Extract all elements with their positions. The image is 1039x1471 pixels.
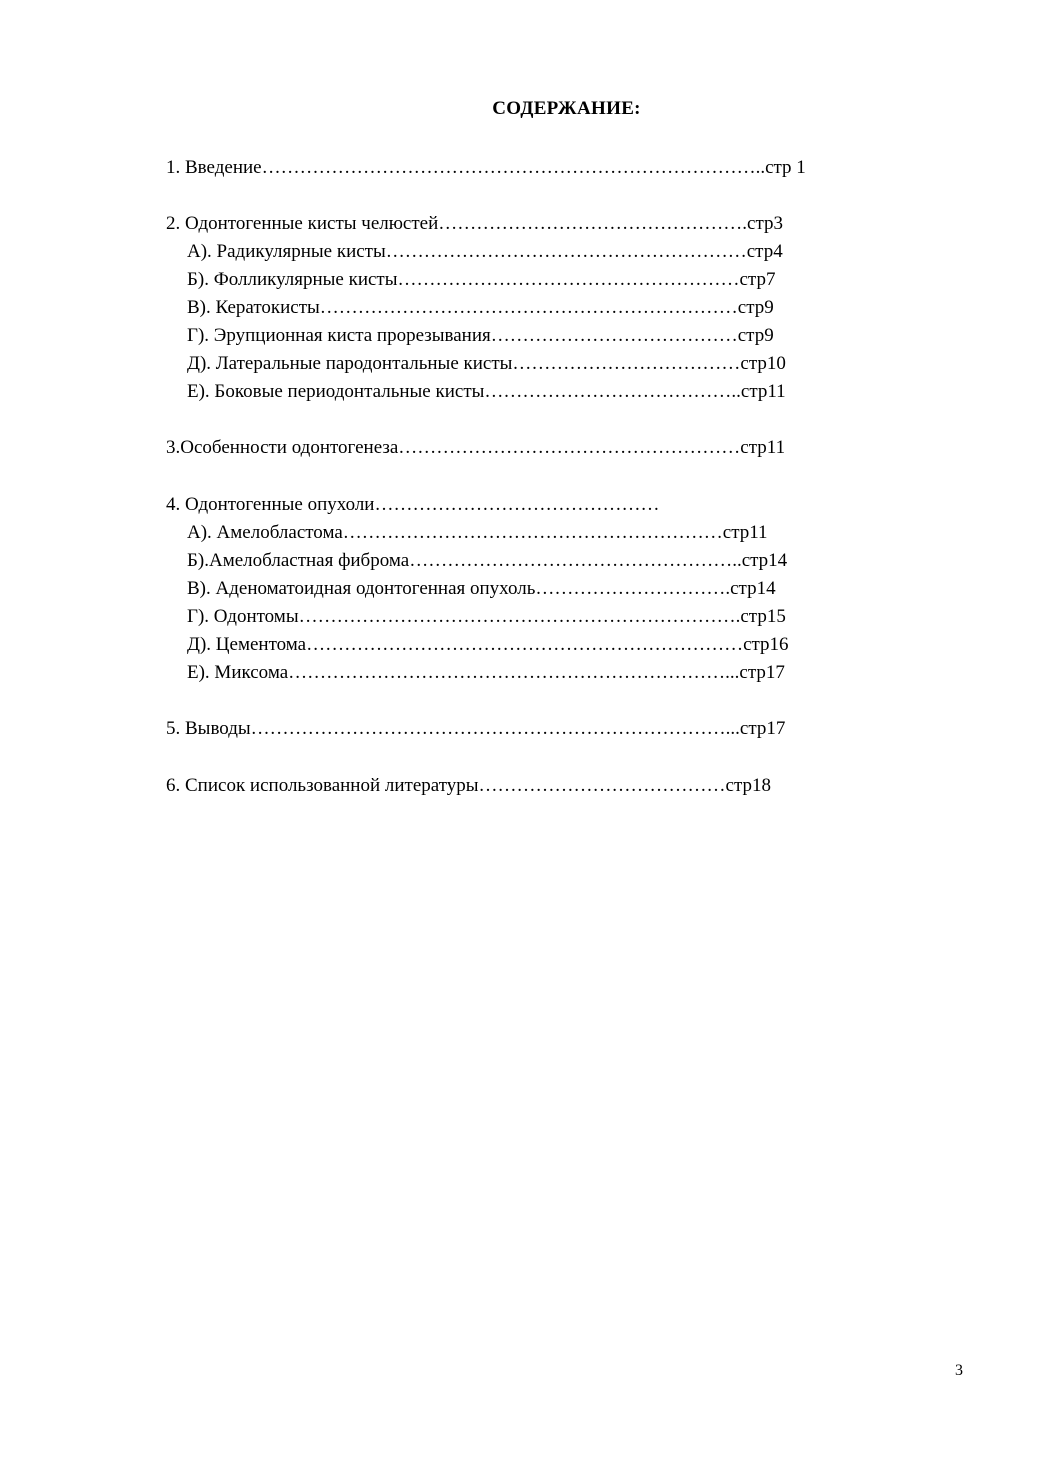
toc-item-introduction: 1. Введение……………………………………………………………………..стр 1	[166, 157, 806, 178]
toc-item-odontogenesis: 3.Особенности одонтогенеза………………………………………………стр11	[166, 437, 786, 458]
toc-subitem-follicular-cysts: Б). Фолликулярные кисты………………………………………………стр7	[187, 269, 776, 290]
toc-subitem-eruption-cyst: Г). Эрупционная киста прорезывания…………………………………стр9	[187, 325, 774, 346]
toc-item-odontogenic-tumors: 4. Одонтогенные опухоли………………………………………	[166, 494, 660, 515]
page-number: 3	[955, 1362, 963, 1379]
toc-subitem-ameloblastic-fibroma: Б).Амелобластная фиброма……………………………………………..стр14	[187, 550, 788, 571]
page-title: СОДЕРЖАНИЕ:	[492, 98, 641, 119]
toc-subitem-lateral-periodontal-cysts-2: Е). Боковые периодонтальные кисты…………………………………..стр11	[187, 381, 786, 402]
toc-item-odontogenic-cysts: 2. Одонтогенные кисты челюстей………………………………………….стр3	[166, 213, 783, 234]
toc-subitem-cementoma: Д). Цементома……………………………………………………………стр16	[187, 634, 789, 655]
toc-subitem-lateral-periodontal-cysts: Д). Латеральные пародонтальные кисты………………………………стр10	[187, 353, 786, 374]
toc-subitem-ameloblastoma: А). Амелобластома……………………………………………………стр11	[187, 522, 768, 543]
toc-subitem-adenomatoid-tumor: В). Аденоматоидная одонтогенная опухоль………………………….стр14	[187, 578, 776, 599]
toc-item-conclusions: 5. Выводы…………………………………………………………………...стр17	[166, 718, 786, 739]
toc-subitem-radicular-cysts: А). Радикулярные кисты…………………………………………………стр4	[187, 241, 783, 262]
toc-subitem-keratocysts: В). Кератокисты…………………………………………………………стр9	[187, 297, 774, 318]
toc-subitem-myxoma: Е). Миксома……………………………………………………………...стр17	[187, 662, 785, 683]
toc-item-references: 6. Список использованной литературы…………………………………стр18	[166, 775, 772, 796]
toc-subitem-odontomas: Г). Одонтомы…………………………………………………………….стр15	[187, 606, 786, 627]
